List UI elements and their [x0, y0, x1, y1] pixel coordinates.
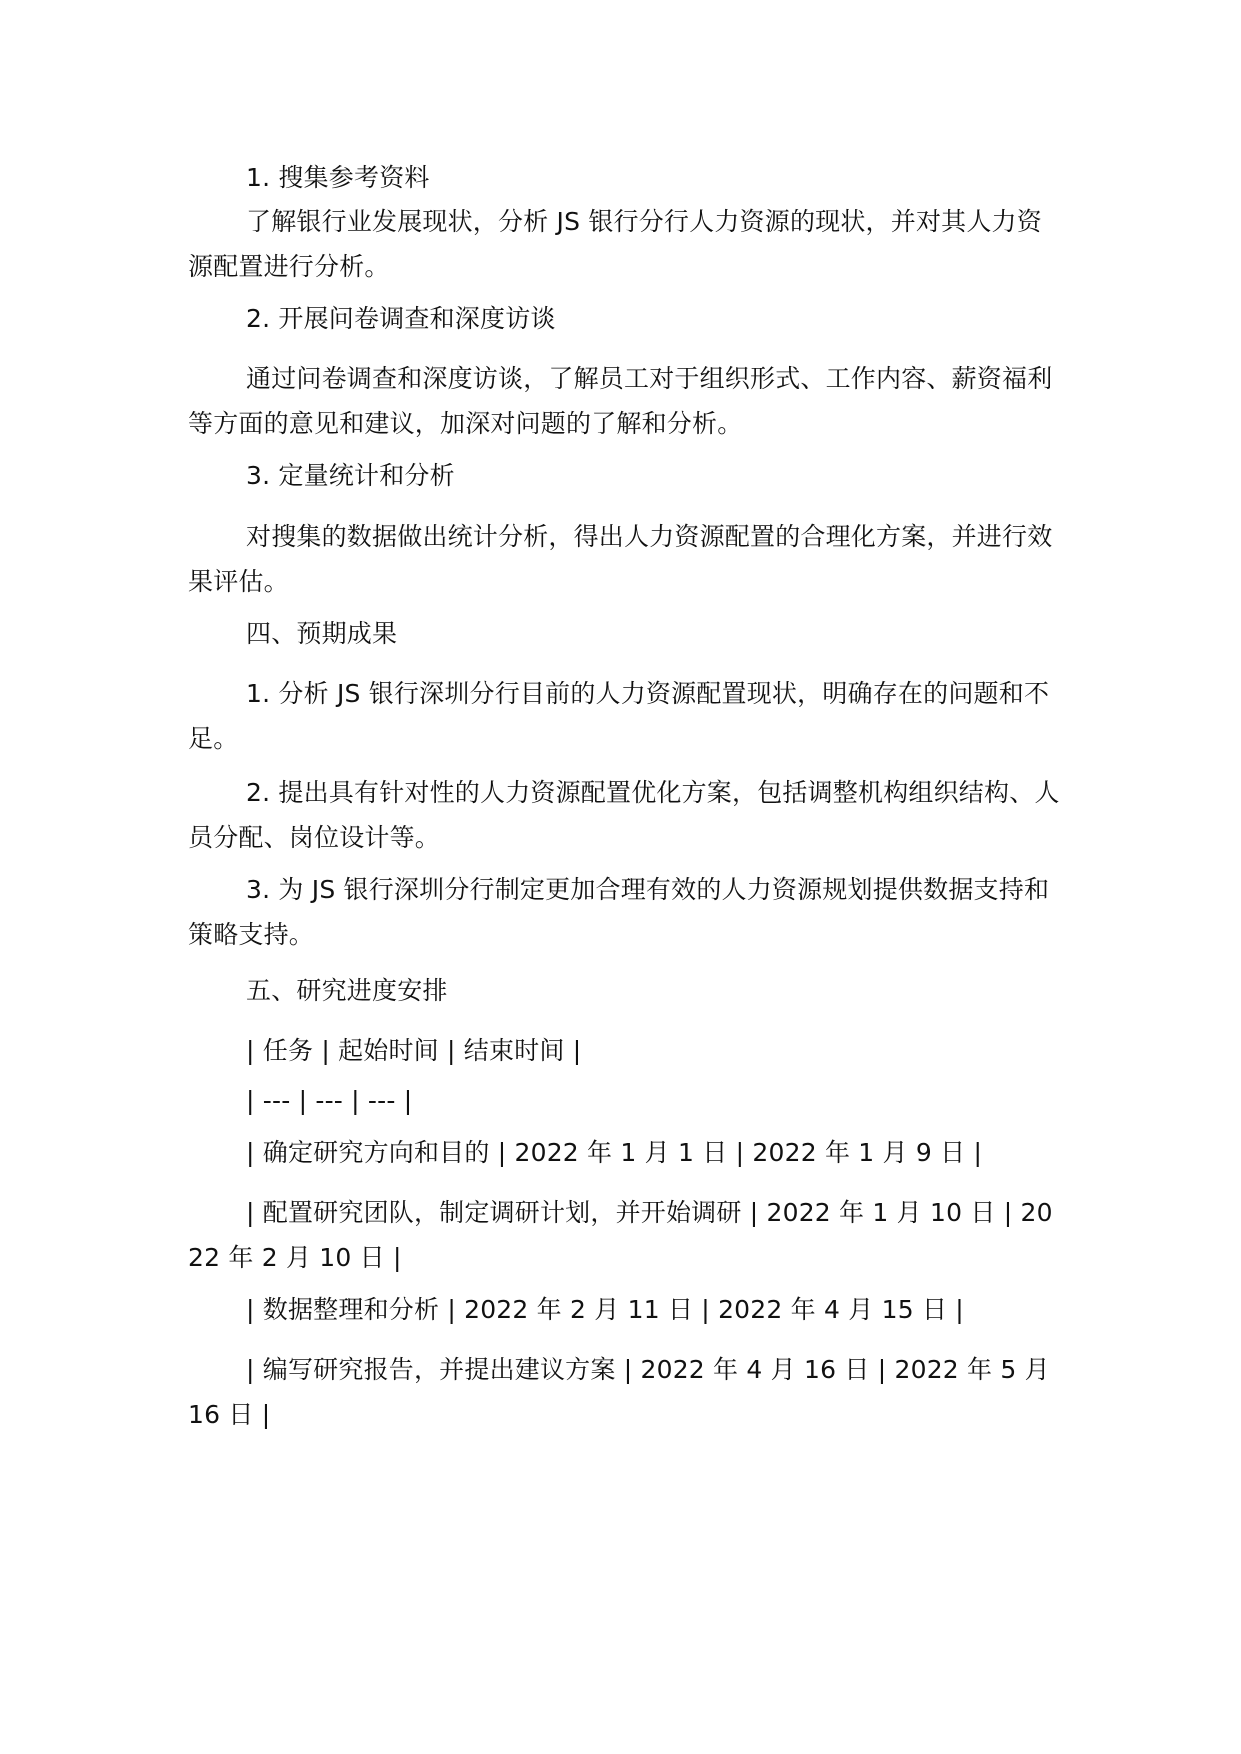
heading-survey-interview: 2. 开展问卷调查和深度访谈 [246, 304, 556, 333]
heading-quantitative-analysis: 3. 定量统计和分析 [246, 461, 455, 490]
schedule-row-2: | 配置研究团队，制定调研计划，并开始调研 | 2022 年 1 月 10 日 | 2022 年 2 月 10 日 | [188, 1198, 1053, 1272]
expected-result-2: 2. 提出具有针对性的人力资源配置优化方案，包括调整机构组织结构、人员分配、岗位设计等。 [188, 778, 1060, 852]
section-heading-expected-results: 四、预期成果 [246, 619, 398, 648]
schedule-row-3: | 数据整理和分析 | 2022 年 2 月 11 日 | 2022 年 4 月 15 日 | [246, 1295, 964, 1324]
paragraph-survey-interview: 通过问卷调查和深度访谈，了解员工对于组织形式、工作内容、薪资福利等方面的意见和建议，加深对问题的了解和分析。 [188, 364, 1053, 438]
schedule-row-1: | 确定研究方向和目的 | 2022 年 1 月 1 日 | 2022 年 1 月 9 日 | [246, 1138, 983, 1167]
schedule-table-separator: | --- | --- | --- | [246, 1086, 413, 1115]
paragraph-collect-references: 了解银行业发展现状，分析 JS 银行分行人力资源的现状，并对其人力资源配置进行分析。 [188, 207, 1042, 281]
section-heading-schedule: 五、研究进度安排 [246, 976, 448, 1005]
schedule-row-4: | 编写研究报告，并提出建议方案 | 2022 年 4 月 16 日 | 2022 年 5 月 16 日 | [188, 1355, 1050, 1429]
heading-collect-references: 1. 搜集参考资料 [246, 163, 430, 192]
schedule-table-header: | 任务 | 起始时间 | 结束时间 | [246, 1036, 582, 1065]
paragraph-quantitative-analysis: 对搜集的数据做出统计分析，得出人力资源配置的合理化方案，并进行效果评估。 [188, 522, 1053, 596]
expected-result-1: 1. 分析 JS 银行深圳分行目前的人力资源配置现状，明确存在的问题和不足。 [188, 679, 1050, 753]
expected-result-3: 3. 为 JS 银行深圳分行制定更加合理有效的人力资源规划提供数据支持和策略支持。 [188, 875, 1050, 949]
